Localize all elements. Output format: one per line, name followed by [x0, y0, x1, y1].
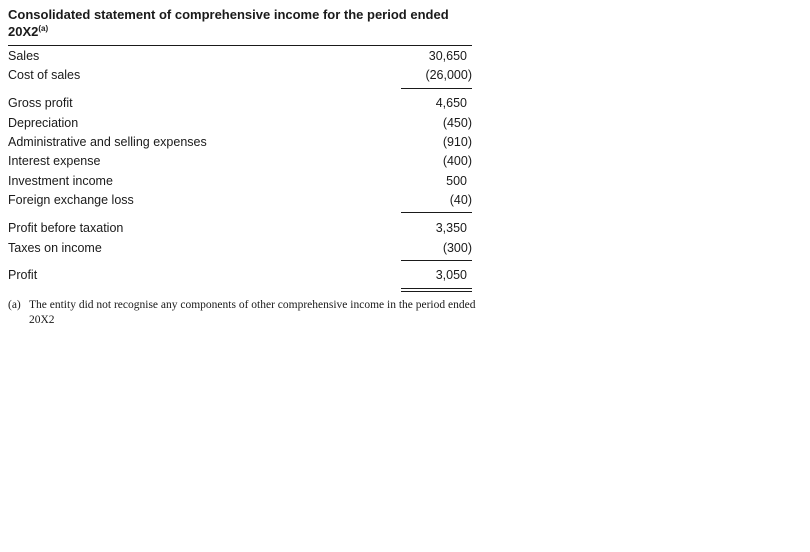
- row-interest-expense: [8, 152, 472, 171]
- row-label: Administrative and selling expenses: [8, 135, 207, 149]
- footnote-text: The entity did not recognise any components of other comprehensive income in the period ended 20X2: [29, 299, 476, 326]
- row-value: 3,050: [435, 268, 467, 282]
- row-investment-income: [8, 172, 472, 191]
- footnote: [8, 298, 478, 328]
- statement-title-text: Consolidated statement of comprehensive income for the period ended 20X2: [8, 7, 449, 39]
- row-profit-before-taxation: [8, 219, 472, 238]
- row-foreign-exchange-loss: [8, 191, 472, 210]
- subtotal-rule: [401, 212, 472, 213]
- row-value: 3,350: [435, 221, 467, 235]
- row-label: Interest expense: [8, 154, 101, 168]
- row-label: Gross profit: [8, 96, 73, 110]
- row-sales: [8, 47, 472, 66]
- row-value: (450): [442, 116, 472, 130]
- statement-title: [8, 6, 472, 46]
- row-value: 30,650: [428, 49, 467, 63]
- row-cost-of-sales: [8, 66, 472, 85]
- row-label: Depreciation: [8, 116, 79, 130]
- subtotal-rule: [401, 260, 472, 261]
- row-label: Profit before taxation: [8, 221, 124, 235]
- row-taxes-on-income: [8, 239, 472, 258]
- row-value: (400): [442, 154, 472, 168]
- row-label: Taxes on income: [8, 241, 102, 255]
- row-profit: [8, 266, 472, 285]
- row-label: Profit: [8, 268, 38, 282]
- row-value: (40): [449, 193, 472, 207]
- row-value: (300): [442, 241, 472, 255]
- row-value: (26,000): [425, 68, 472, 82]
- title-footnote-ref: (a): [38, 24, 49, 33]
- row-gross-profit: [8, 94, 472, 113]
- income-statement: [8, 0, 472, 282]
- row-label: Sales: [8, 49, 40, 63]
- row-admin-selling-expenses: [8, 133, 472, 152]
- row-depreciation: [8, 114, 472, 133]
- row-label: Foreign exchange loss: [8, 193, 134, 207]
- row-value: 500: [446, 174, 467, 188]
- subtotal-rule: [401, 88, 472, 89]
- total-double-rule: [401, 288, 472, 292]
- row-label: Cost of sales: [8, 68, 81, 82]
- row-value: 4,650: [435, 96, 467, 110]
- row-label: Investment income: [8, 174, 113, 188]
- row-value: (910): [442, 135, 472, 149]
- footnote-marker: (a): [8, 299, 21, 311]
